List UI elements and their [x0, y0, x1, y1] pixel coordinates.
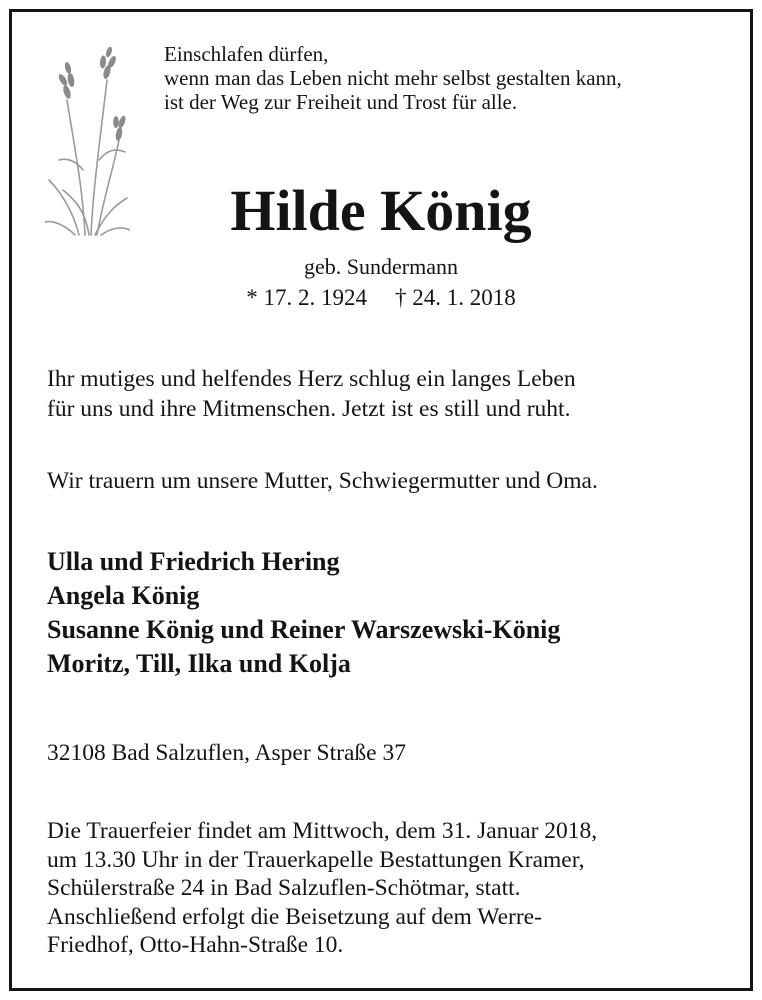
address-line: 32108 Bad Salzuflen, Asper Straße 37: [47, 740, 406, 766]
mourning-line: Wir trauern um unsere Mutter, Schwiegermutter und Oma.: [47, 468, 598, 494]
ceremony-line: Friedhof, Otto-Hahn-Straße 10.: [47, 932, 344, 958]
birth-name: geb. Sundermann: [304, 254, 458, 279]
ceremony-line: Schülerstraße 24 in Bad Salzuflen-Schötmar, statt.: [47, 875, 521, 901]
ceremony-line: um 13.30 Uhr in der Trauerkapelle Bestattungen Kramer,: [47, 846, 585, 873]
family-member: Moritz, Till, Ilka und Kolja: [47, 649, 351, 678]
message-line: Ihr mutiges und helfendes Herz schlug ein langes Leben: [47, 366, 576, 392]
tribute-message: [47, 364, 576, 424]
family-member: Ulla und Friedrich Hering: [47, 547, 340, 576]
family-member: Susanne König und Reiner Warszewski-König: [47, 615, 561, 644]
poem-line: Einschlafen dürfen,: [164, 42, 329, 66]
address: [47, 738, 406, 768]
deceased-name: Hilde König: [230, 178, 532, 243]
poem: [164, 42, 622, 114]
mourning-statement: [47, 466, 598, 496]
ceremony-details: [47, 817, 597, 960]
poem-line: wenn man das Leben nicht mehr selbst gestalten kann,: [164, 66, 622, 90]
message-line: für uns und ihre Mitmenschen. Jetzt ist es still und ruht.: [47, 396, 571, 422]
ceremony-line: Die Trauerfeier findet am Mittwoch, dem 31. Januar 2018,: [47, 818, 598, 844]
family-list: [47, 545, 560, 681]
ceremony-line: Anschließend erfolgt die Beisetzung auf dem Werre-: [47, 903, 542, 930]
death-date: † 24. 1. 2018: [395, 285, 516, 310]
family-member: Angela König: [47, 581, 200, 610]
life-dates: [0, 284, 762, 312]
birth-date: * 17. 2. 1924: [246, 285, 367, 310]
poem-line: ist der Weg zur Freiheit und Trost für alle.: [164, 90, 518, 114]
